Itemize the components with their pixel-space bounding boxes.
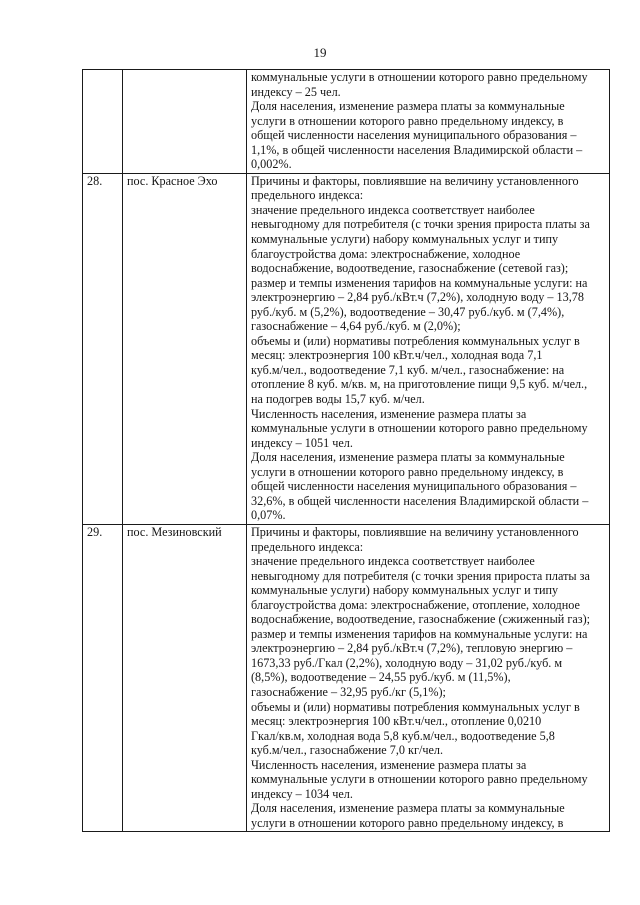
text-line: размер и темпы изменения тарифов на коммунальные услуги: на: [251, 275, 588, 290]
text-line: общей численности населения муниципального образования –: [251, 128, 577, 143]
text-line: услуги в отношении которого равно предельному индексу, в: [251, 815, 564, 830]
row-number: 28.: [83, 173, 123, 524]
text-line: отопление 8 куб. м/кв. м, на приготовление пищи 9,5 куб. м/чел.,: [251, 377, 588, 392]
text-line: невыгодному для потребителя (с точки зрения прироста платы за: [251, 217, 590, 232]
text-line: газоснабжение – 4,64 руб./куб. м (2,0%);: [251, 319, 461, 334]
text-line: благоустройства дома: электроснабжение, отопление, холодное: [251, 597, 580, 612]
text-line: коммунальные услуги) набору коммунальных услуг и типу: [251, 232, 559, 247]
text-line: на подогрев воды 15,7 куб. м/чел.: [251, 392, 425, 407]
page-number: 19: [313, 45, 327, 60]
municipality-name: пос. Красное Эхо: [123, 173, 247, 524]
text-line: коммунальные услуги в отношении которого равно предельному: [251, 70, 588, 84]
text-line: месяц: электроэнергия 100 кВт.ч/чел., отопление 0,0210: [251, 714, 542, 729]
municipality-name: пос. Мезиновский: [123, 524, 247, 831]
text-line: Гкал/кв.м, холодная вода 5,8 куб.м/чел., водоотведение 5,8: [251, 728, 555, 743]
text-line: Причины и факторы, повлиявшие на величину установленного: [251, 173, 579, 188]
text-line: объемы и (или) нормативы потребления коммунальных услуг в: [251, 333, 580, 348]
text-line: газоснабжение – 32,95 руб./кг (5,1%);: [251, 684, 446, 699]
text-line: предельного индекса:: [251, 188, 364, 203]
text-line: 1673,33 руб./Гкал (2,2%), холодную воду – 31,02 руб./куб. м: [251, 655, 563, 670]
text-line: 1,1%, в общей численности населения Владимирской области –: [251, 142, 583, 157]
text-line: Численность населения, изменение размера платы за: [251, 757, 527, 772]
text-line: объемы и (или) нормативы потребления коммунальных услуг в: [251, 699, 580, 714]
text-line: общей численности населения муниципального образования –: [251, 479, 577, 494]
table-row: [83, 524, 610, 831]
text-line: Доля населения, изменение размера платы за коммунальные: [251, 99, 565, 114]
text-line: 32,6%, в общей численности населения Владимирской области –: [251, 493, 589, 508]
text-line: коммунальные услуги в отношении которого равно предельному: [251, 772, 588, 787]
text-line: 0,002%.: [251, 157, 292, 172]
text-line: значение предельного индекса соответствует наиболее: [251, 202, 535, 217]
text-line: куб.м/чел., водоотведение 7,1 куб. м/чел., газоснабжение: на: [251, 362, 565, 377]
row-description: [247, 173, 610, 524]
text-line: электроэнергию – 2,84 руб./кВт.ч (7,2%), тепловую энергию –: [251, 641, 573, 656]
text-line: водоснабжение, водоотведение, газоснабжение (сжиженный газ);: [251, 612, 591, 627]
row-number: [83, 70, 123, 174]
text-line: невыгодному для потребителя (с точки зрения прироста платы за: [251, 568, 590, 583]
table-row: [83, 173, 610, 524]
text-line: Доля населения, изменение размера платы за коммунальные: [251, 801, 565, 816]
row-description: [247, 70, 610, 174]
text-line: 0,07%.: [251, 508, 286, 523]
row-number: 29.: [83, 524, 123, 831]
text-line: Причины и факторы, повлиявшие на величину установленного: [251, 524, 579, 539]
municipality-name: [123, 70, 247, 174]
text-line: (8,5%), водоотведение – 24,55 руб./куб. м (11,5%),: [251, 670, 511, 685]
tariff-index-table: [82, 69, 610, 832]
text-line: значение предельного индекса соответствует наиболее: [251, 554, 535, 569]
text-line: Численность населения, изменение размера платы за: [251, 406, 527, 421]
text-line: размер и темпы изменения тарифов на коммунальные услуги: на: [251, 626, 588, 641]
text-line: руб./куб. м (5,2%), водоотведение – 30,47 руб./куб. м (7,4%),: [251, 304, 565, 319]
text-line: коммунальные услуги в отношении которого равно предельному: [251, 421, 588, 436]
text-line: предельного индекса:: [251, 539, 364, 554]
text-line: индексу – 1051 чел.: [251, 435, 353, 450]
text-line: электроэнергию – 2,84 руб./кВт.ч (7,2%), холодную воду – 13,78: [251, 290, 584, 305]
text-line: водоснабжение, водоотведение, газоснабжение (сетевой газ);: [251, 261, 569, 276]
text-line: благоустройства дома: электроснабжение, холодное: [251, 246, 521, 261]
text-line: Доля населения, изменение размера платы за коммунальные: [251, 450, 565, 465]
text-line: месяц: электроэнергия 100 кВт.ч/чел., холодная вода 7,1: [251, 348, 543, 363]
text-line: услуги в отношении которого равно предельному индексу, в: [251, 113, 564, 128]
row-description: [247, 524, 610, 831]
text-line: индексу – 1034 чел.: [251, 786, 353, 801]
text-line: куб.м/чел., газоснабжение 7,0 кг/чел.: [251, 743, 444, 758]
text-line: индексу – 25 чел.: [251, 84, 341, 99]
table-row: [83, 70, 610, 174]
text-line: услуги в отношении которого равно предельному индексу, в: [251, 464, 564, 479]
text-line: коммунальные услуги) набору коммунальных услуг и типу: [251, 583, 559, 598]
